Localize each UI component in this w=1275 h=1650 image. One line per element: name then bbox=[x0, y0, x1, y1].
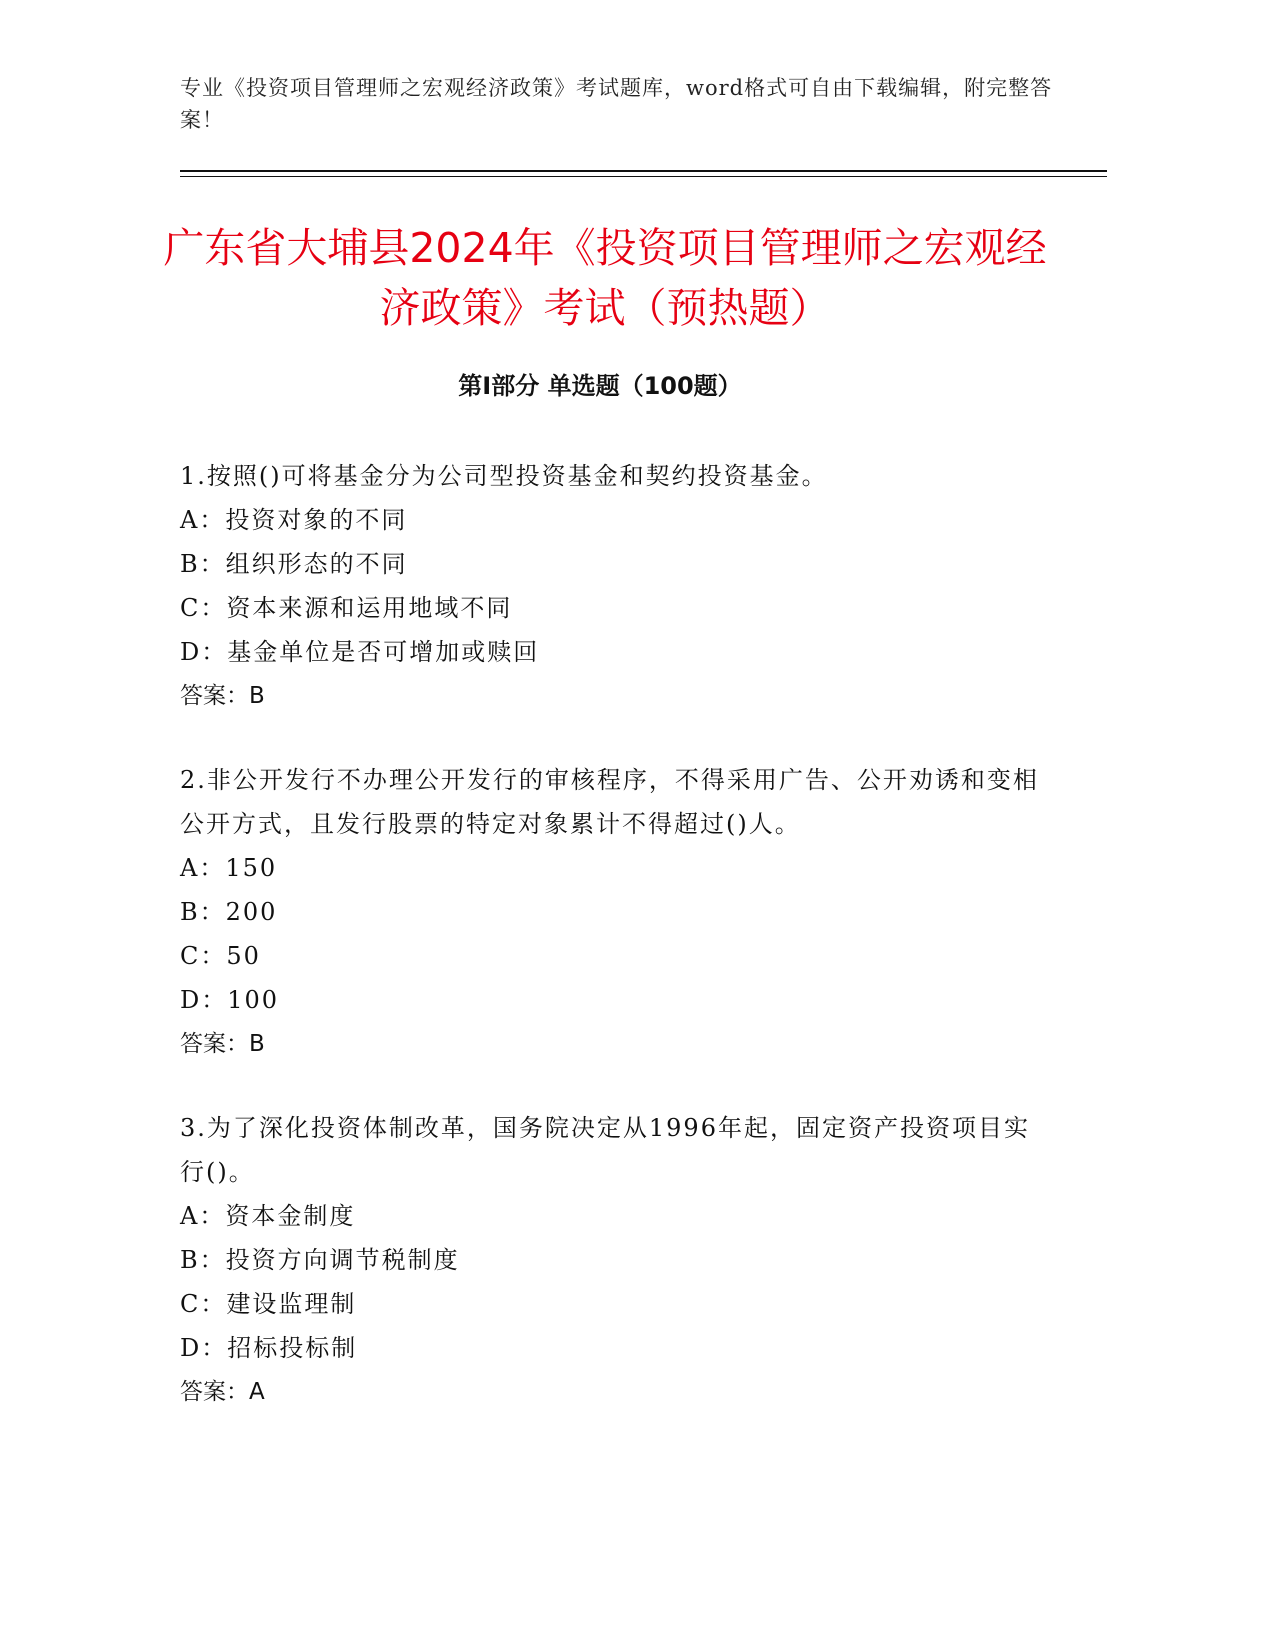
option-c: C：50 bbox=[180, 942, 261, 970]
question-stem: 2.非公开发行不办理公开发行的审核程序，不得采用广告、公开劝诱和变相公开方式，且发行股票的特定对象累计不得超过()人。 bbox=[180, 766, 1039, 838]
answer: 答案：B bbox=[180, 683, 265, 709]
option-c: C：资本来源和运用地域不同 bbox=[180, 594, 513, 622]
option-a: A：投资对象的不同 bbox=[180, 506, 408, 534]
option-a: A：150 bbox=[180, 854, 278, 882]
option-d: D：基金单位是否可增加或赎回 bbox=[180, 638, 540, 666]
header-note: 专业《投资项目管理师之宏观经济政策》考试题库，word格式可自由下载编辑，附完整答案！ bbox=[180, 76, 1053, 132]
answer: 答案：A bbox=[180, 1379, 265, 1405]
option-b: B：组织形态的不同 bbox=[180, 550, 408, 578]
question-2 bbox=[180, 758, 1040, 1066]
option-a: A：资本金制度 bbox=[180, 1202, 356, 1230]
header-rule-thick bbox=[180, 170, 1107, 172]
question-stem: 1.按照()可将基金分为公司型投资基金和契约投资基金。 bbox=[180, 462, 828, 490]
option-d: D：招标投标制 bbox=[180, 1334, 358, 1362]
question-1 bbox=[180, 454, 1040, 718]
answer: 答案：B bbox=[180, 1031, 265, 1057]
document-title: 广东省大埔县2024年《投资项目管理师之宏观经济政策》考试（预热题） bbox=[163, 224, 1047, 332]
question-3 bbox=[180, 1106, 1040, 1414]
option-d: D：100 bbox=[180, 986, 280, 1014]
question-stem: 3.为了深化投资体制改革，国务院决定从1996年起，固定资产投资项目实行()。 bbox=[180, 1114, 1030, 1186]
option-b: B：200 bbox=[180, 898, 278, 926]
option-c: C：建设监理制 bbox=[180, 1290, 357, 1318]
header-rule-thin bbox=[180, 176, 1107, 177]
option-b: B：投资方向调节税制度 bbox=[180, 1246, 460, 1274]
section-title: 第Ⅰ部分 单选题（100题） bbox=[458, 372, 742, 400]
